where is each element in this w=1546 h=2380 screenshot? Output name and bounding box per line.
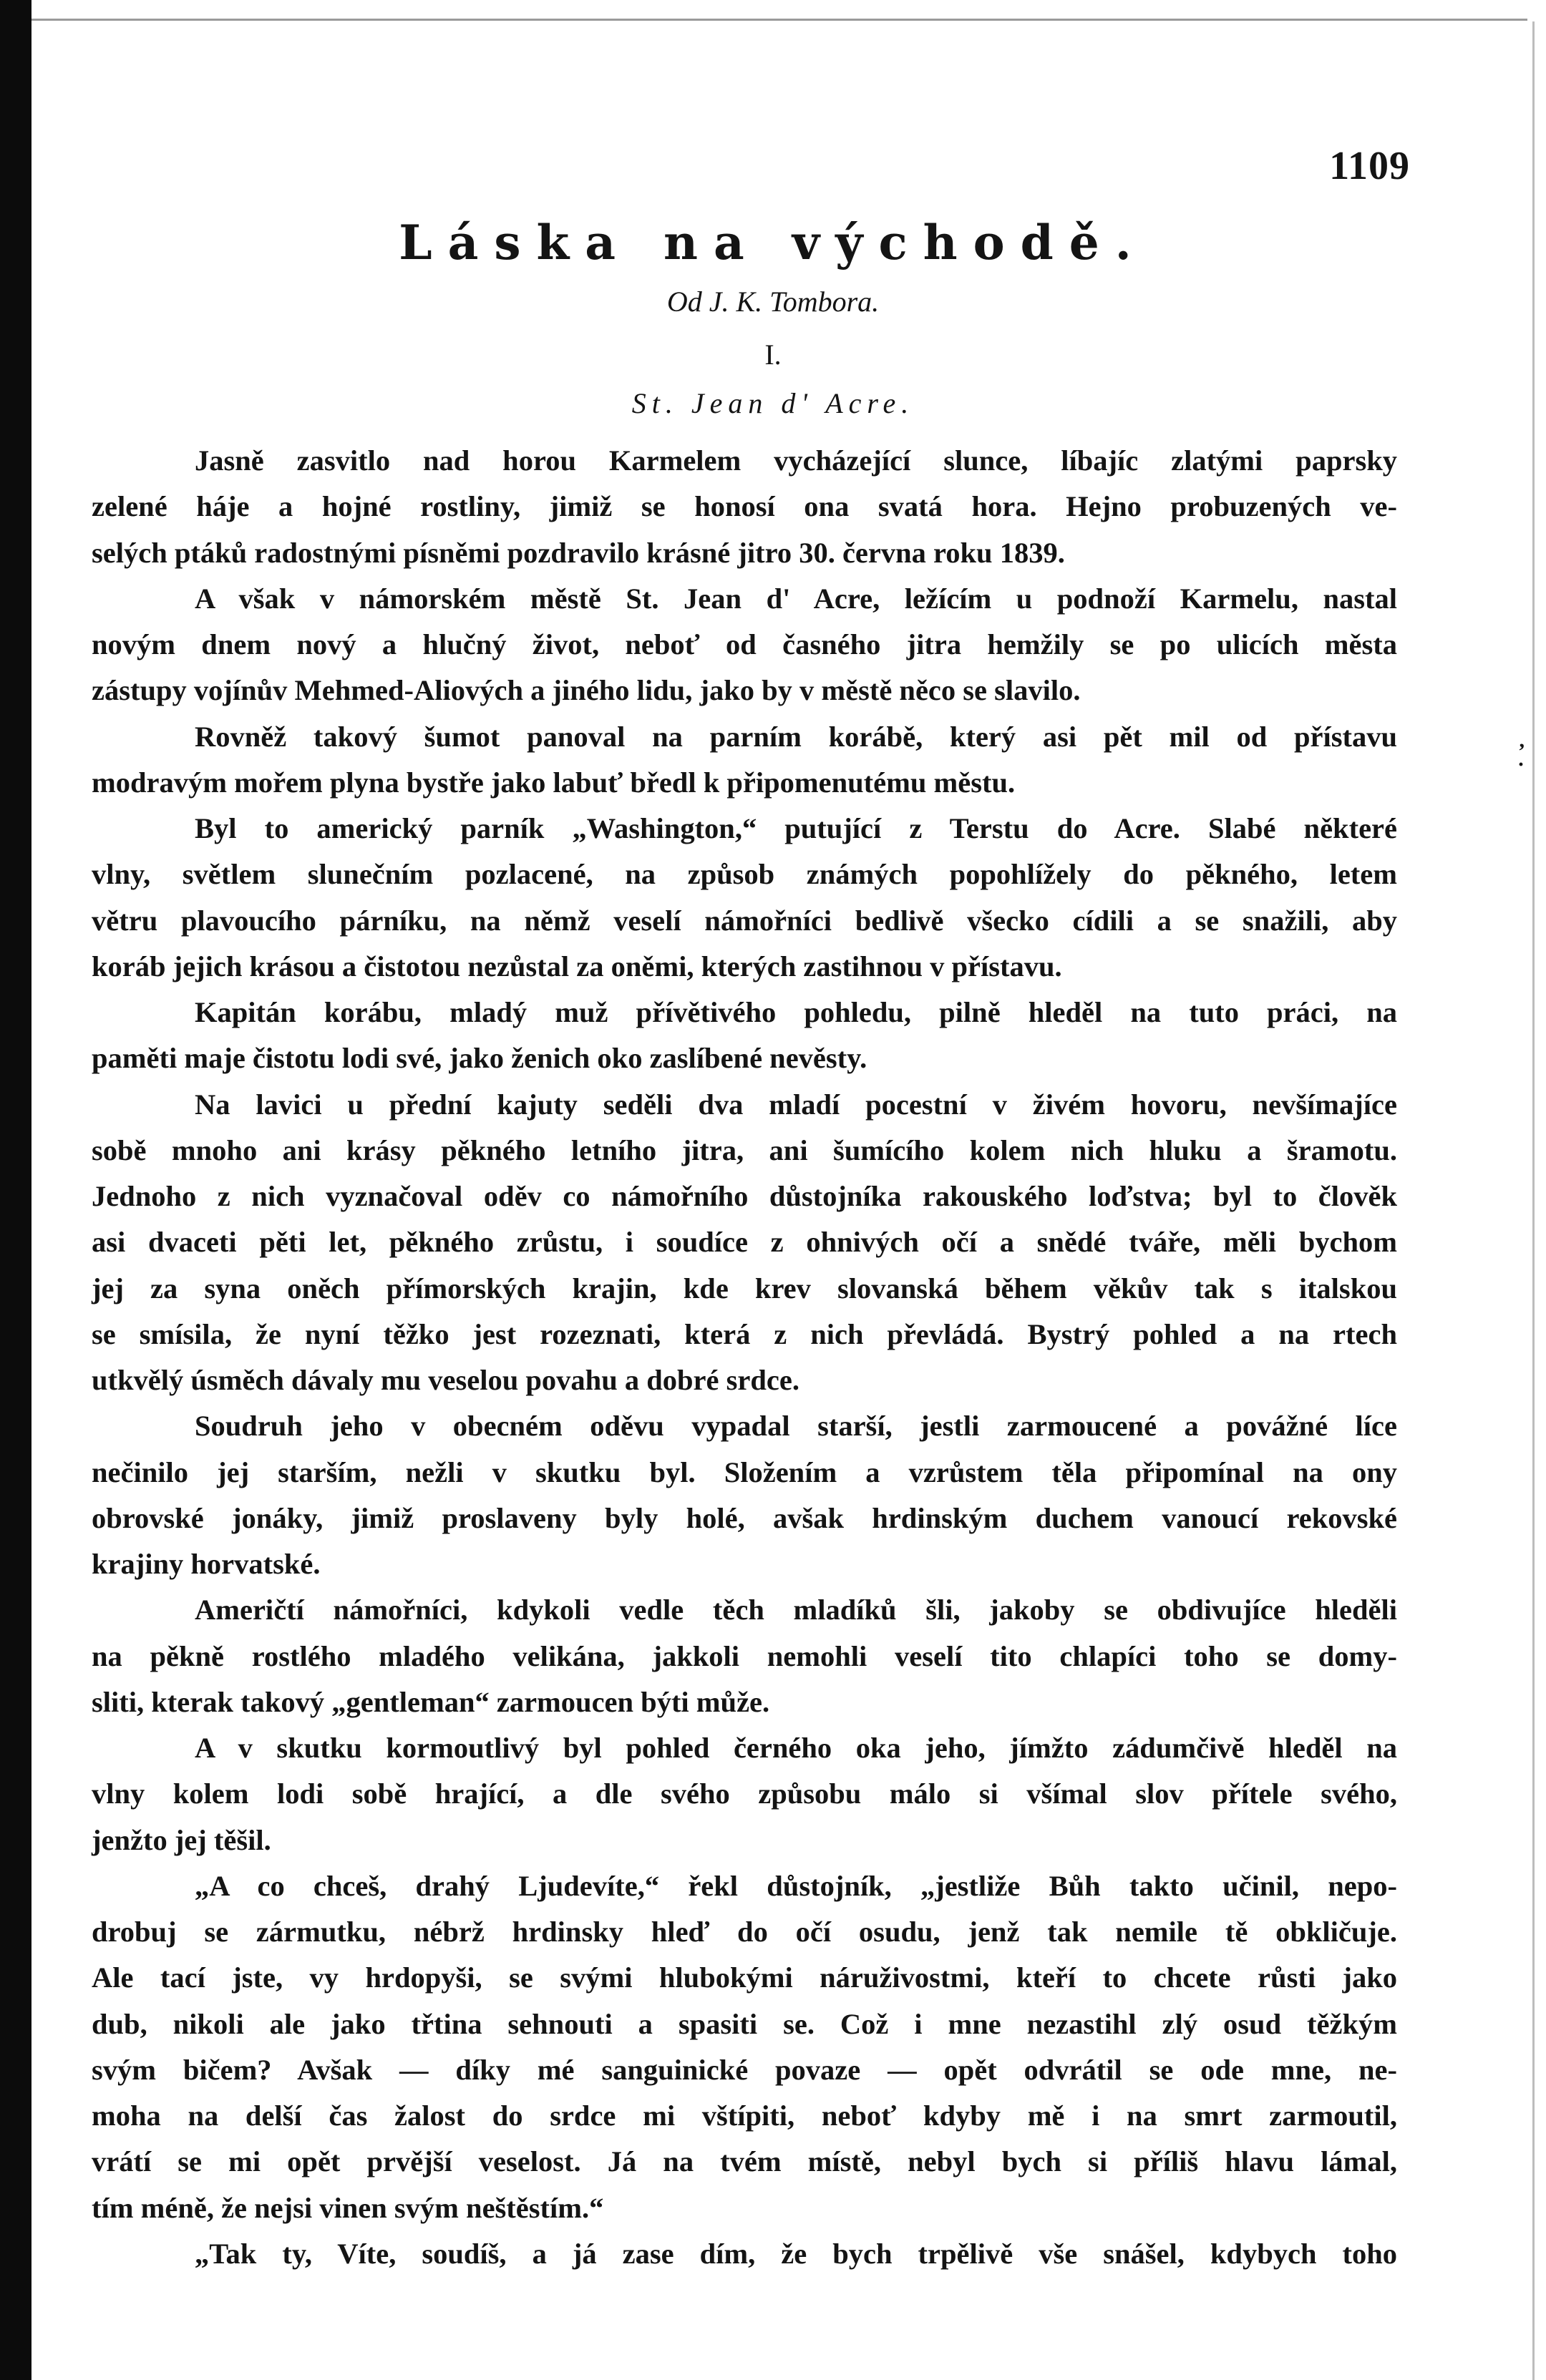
text-line: zelené háje a hojné rostliny, jimiž se honosí ona svatá hora. Hejno probuzených ve- — [92, 490, 1397, 523]
text-line: A v skutku kormoutlivý byl pohled černého oka jeho, jímžto zádumčivě hleděl na — [195, 1732, 1397, 1764]
text-line: asi dvaceti pěti let, pěkného zrůstu, i soudíce z ohnivých očí a snědé tváře, měli bychom — [92, 1226, 1397, 1259]
text-line: drobuj se zármutku, nébrž hrdinsky hleď do očí osudu, jenž tak nemile tě obkličuje. — [92, 1916, 1397, 1948]
text-line: Ale tací jste, vy hrdopyši, se svými hlubokými náruživostmi, kteří to chcete růsti jako — [92, 1961, 1397, 1994]
page-number: 1109 — [1329, 144, 1410, 188]
section-number: I. — [764, 338, 782, 371]
top-border — [31, 19, 1527, 21]
text-line: větru plavoucího párníku, na němž veselí námořníci bedlivě všecko cídili a se snažili, aby — [92, 904, 1397, 937]
body-text — [92, 438, 1397, 2277]
text-line: Američtí námořníci, kdykoli vedle těch mladíků šli, jakoby se obdivujíce hleděli — [195, 1594, 1397, 1627]
text-line: modravým mořem plyna bystře jako labuť bředl k připomenutému městu. — [92, 766, 1016, 799]
text-line: paměti maje čistotu lodi své, jako ženich oko zaslíbené nevěsty. — [92, 1042, 867, 1075]
text-line: Jasně zasvitlo nad horou Karmelem vycházející slunce, líbajíc zlatými paprsky — [195, 444, 1397, 477]
text-line: novým dnem nový a hlučný život, neboť od časného jitra hemžily se po ulicích města — [92, 628, 1397, 660]
text-line: krajiny horvatské. — [92, 1548, 321, 1580]
text-line: dub, nikoli ale jako třtina sehnouti a spasiti se. Což i mne nezastihl zlý osud těžkým — [92, 2007, 1397, 2040]
text-line: selých ptáků radostnými písněmi pozdravilo krásné jitro 30. června roku 1839. — [92, 536, 1065, 569]
text-line: Byl to americký parník „Washington,“ putující z Terstu do Acre. Slabé některé — [195, 812, 1397, 844]
margin-mark: , — [1519, 728, 1525, 752]
text-line: Na lavici u přední kajuty seděli dva mladí pocestní v živém hovoru, nevšímajíce — [195, 1088, 1397, 1121]
text-line: zástupy vojínův Mehmed-Aliových a jiného lidu, jako by v městě něco se slavilo. — [92, 674, 1081, 707]
text-line: Kapitán korábu, mladý muž přívětivého pohledu, pilně hleděl na tuto práci, na — [195, 996, 1397, 1028]
text-line: sobě mnoho ani krásy pěkného letního jitra, ani šumícího kolem nich hluku a šramotu. — [92, 1133, 1397, 1166]
section-heading: St. Jean d' Acre. — [631, 387, 915, 419]
text-line: vlny kolem lodi sobě hrající, a dle svého způsobu málo si všímal slov přítele svého, — [92, 1777, 1397, 1810]
text-line: „Tak ty, Víte, soudíš, a já zase dím, že bych trpělivě vše snášel, kdybych toho — [195, 2237, 1397, 2270]
text-line: koráb jejich krásou a čistotou nezůstal za oněmi, kterých zastihnou v přístavu. — [92, 950, 1062, 982]
text-line: Rovněž takový šumot panoval na parním korábě, který asi pět mil od přístavu — [195, 720, 1397, 753]
text-line: vrátí se mi opět prvější veselost. Já na tvém místě, nebyl bych si příliš hlavu lámal, — [92, 2145, 1397, 2178]
text-line: „A co chceš, drahý Ljudevíte,“ řekl důstojník, „jestliže Bůh takto učinil, nepo- — [195, 1869, 1397, 1902]
text-line: Soudruh jeho v obecném oděvu vypadal starší, jestli zarmoucené a povážné líce — [195, 1410, 1397, 1443]
chapter-title: Láska na východě. — [399, 215, 1147, 270]
text-line: utkvělý úsměch dávaly mu veselou povahu a dobré srdce. — [92, 1364, 799, 1396]
text-line: se smísila, že nyní těžko jest rozeznati, která z nich převládá. Bystrý pohled a na rtech — [92, 1317, 1397, 1350]
text-line: svým bičem? Avšak — díky mé sanguinické povaze — opět odvrátil se ode mne, ne- — [92, 2053, 1397, 2086]
right-border — [1532, 21, 1535, 2380]
text-line: vlny, světlem slunečním pozlacené, na způsob známých popohlížely do pěkného, letem — [92, 858, 1397, 891]
text-line: jej za syna oněch přímorských krajin, kde krev slovanská během věkův tak s italskou — [92, 1272, 1397, 1304]
text-line: jenžto jej těšil. — [92, 1823, 271, 1856]
text-line: na pěkně rostlého mladého velikána, jakkoli nemohli veselí tito chlapíci toho se domy- — [92, 1639, 1397, 1672]
text-line: obrovské jonáky, jimiž proslaveny byly holé, avšak hrdinským duchem vanoucí rekovské — [92, 1501, 1397, 1534]
text-line: tím méně, že nejsi vinen svým neštěstím.“ — [92, 2191, 604, 2224]
margin-mark: · — [1517, 753, 1525, 776]
text-line: Jednoho z nich vyznačoval oděv co námořního důstojníka rakouského loďstva; byl to člověk — [92, 1180, 1397, 1212]
text-line: moha na delší čas žalost do srdce mi vštípiti, neboť kdyby mě i na smrt zarmoutil, — [92, 2099, 1397, 2132]
text-line: sliti, kterak takový „gentleman“ zarmoucen býti může. — [92, 1685, 770, 1718]
author-line: Od J. K. Tombora. — [666, 286, 880, 318]
text-line: nečinilo jej starším, nežli v skutku byl. Složením a vzrůstem těla připomínal na ony — [92, 1455, 1397, 1488]
text-line: A však v námorském městě St. Jean d' Acre, ležícím u podnoží Karmelu, nastal — [195, 582, 1397, 615]
